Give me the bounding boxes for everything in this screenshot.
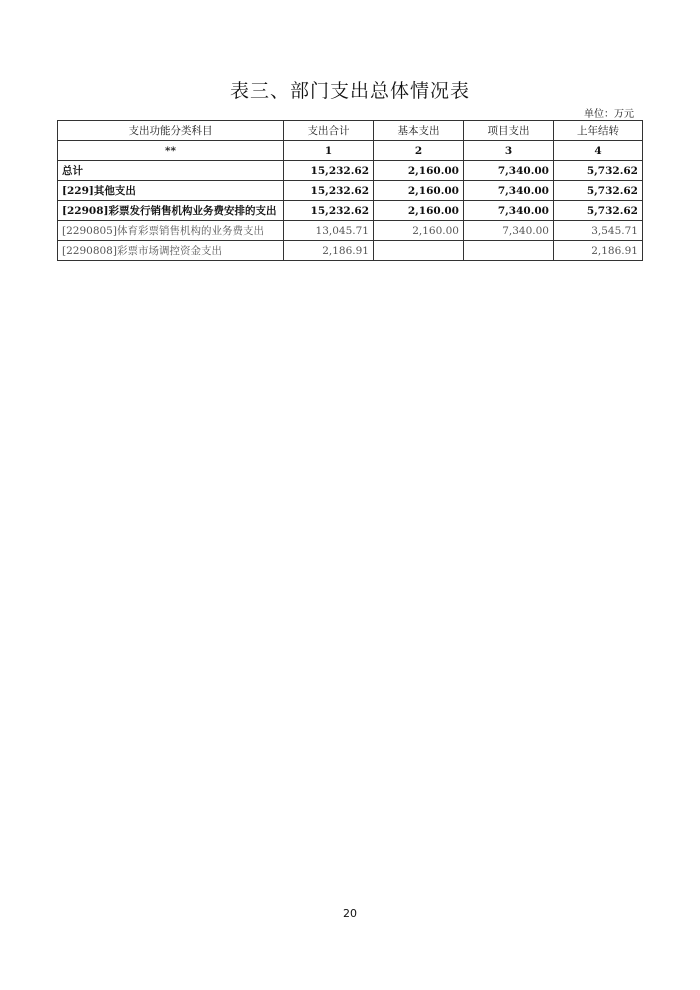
header-project: 项目支出: [464, 121, 554, 141]
row-carryover: 3,545.71: [554, 221, 643, 241]
index-cell: 4: [554, 141, 643, 161]
index-cell: 1: [284, 141, 374, 161]
row-total: 2,186.91: [284, 241, 374, 261]
row-name: [22908]彩票发行销售机构业务费安排的支出: [58, 201, 284, 221]
row-total: 13,045.71: [284, 221, 374, 241]
row-project: 7,340.00: [464, 161, 554, 181]
row-basic: [374, 241, 464, 261]
row-name: 总计: [58, 161, 284, 181]
row-basic: 2,160.00: [374, 221, 464, 241]
table-row: [58, 201, 643, 221]
row-basic: 2,160.00: [374, 161, 464, 181]
header-row: [58, 121, 643, 141]
index-row: [58, 141, 643, 161]
row-project: 7,340.00: [464, 181, 554, 201]
row-carryover: 5,732.62: [554, 161, 643, 181]
row-name: [2290805]体育彩票销售机构的业务费支出: [58, 221, 284, 241]
table-row: [58, 241, 643, 261]
row-basic: 2,160.00: [374, 181, 464, 201]
row-carryover: 5,732.62: [554, 201, 643, 221]
row-basic: 2,160.00: [374, 201, 464, 221]
row-name: [2290808]彩票市场调控资金支出: [58, 241, 284, 261]
header-total: 支出合计: [284, 121, 374, 141]
row-total: 15,232.62: [284, 201, 374, 221]
row-name: [229]其他支出: [58, 181, 284, 201]
page-title: 表三、部门支出总体情况表: [229, 80, 470, 102]
index-cell: **: [58, 141, 284, 161]
table-row: [58, 221, 643, 241]
row-total: 15,232.62: [284, 181, 374, 201]
row-carryover: 5,732.62: [554, 181, 643, 201]
header-carryover: 上年结转: [554, 121, 643, 141]
index-cell: 2: [374, 141, 464, 161]
expenditure-table: [57, 120, 643, 261]
page-number: 20: [343, 907, 357, 920]
header-basic: 基本支出: [374, 121, 464, 141]
table-row: [58, 161, 643, 181]
row-project: 7,340.00: [464, 221, 554, 241]
table-row: [58, 181, 643, 201]
row-carryover: 2,186.91: [554, 241, 643, 261]
row-total: 15,232.62: [284, 161, 374, 181]
row-project: 7,340.00: [464, 201, 554, 221]
index-cell: 3: [464, 141, 554, 161]
header-category: 支出功能分类科目: [58, 121, 284, 141]
unit-label: 单位：万元: [584, 109, 634, 120]
row-project: [464, 241, 554, 261]
